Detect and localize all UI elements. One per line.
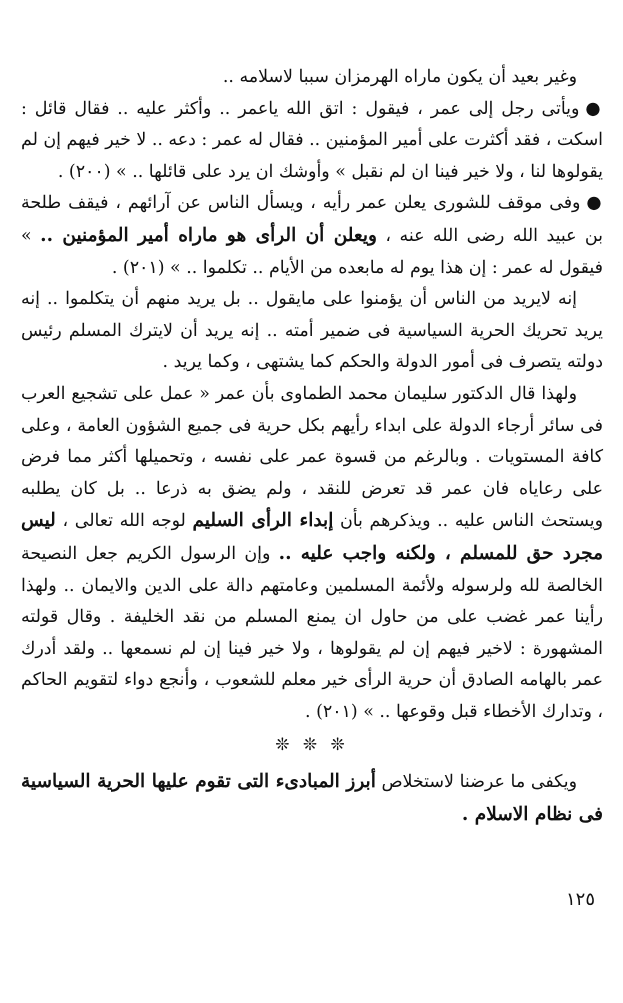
paragraph-hormuzan: وغير بعيد أن يكون ماراه الهرمزان سببا لاسلامه .. <box>222 67 577 87</box>
bullet-icon: ● <box>585 98 603 119</box>
paragraph-shura: ●وفى موقف للشورى يعلن عمر رأيه ، ويسأل الناس عن آرائهم ، فيقف طلحة بن عبيد الله رضى الله عنه ، ويعلن أن الرأى هو ماراه أمير المؤمنين .. » فيقول له عمر : إن هذا يوم له مابعده من الأيام .. تكلموا .. » (٢٠١) . <box>21 193 604 278</box>
paragraph-freedom: إنه لايريد من الناس أن يؤمنوا على مايقول .. بل يريد منهم أن يتكلموا .. إنه يريد تحريك الحرية السياسية فى ضمير أمته .. إنه يريد أن لايترك المسلم رئيس دولته يتصرف فى أمور الدولة والحكم كما يشتهى ، وكما يريد . <box>21 289 603 373</box>
bold-phrase: ويعلن أن الرأى هو ماراه أمير المؤمنين .. <box>40 224 377 246</box>
paragraph-conclusion: ويكفى ما عرضنا لاستخلاص أبرز المبادىء التى تقوم عليها الحرية السياسية فى نظام الاسلام . <box>21 771 603 825</box>
bullet-icon: ● <box>586 193 603 214</box>
bold-phrase: ليس مجرد حق للمسلم ، ولكنه واجب عليه .. <box>21 510 603 564</box>
paragraph-tamawi: ولهذا قال الدكتور سليمان محمد الطماوى بأن عمر « عمل على تشجيع العرب فى سائر أرجاء الدولة على ابداء رأيهم بكل حرية فى جميع الشؤون العامة ، وعلى كافة المستويات . وبالرغم من قسوة عمر على نفسه ، وتحميلها أكثر مما فرض على رعاياه فان عمر قد تعرض للنقد ، ولم يضق به ذرعا .. بل كان يطلبه ويستحث الناس عليه .. ويذكرهم بأن إبداء الرأى السليم لوجه الله تعالى ، ليس مجرد حق للمسلم ، ولكنه واجب عليه .. وإن الرسول الكريم جعل النصيحة الخالصة لله ولرسوله ولأئمة المسلمين وعامتهم دالة على الدين والايمان .. ولهذا رأينا عمر غضب على من حاول ان يمنع المسلم من نقد الخليفة . وقال قولته المشهورة : لاخير فيهم إن لم يقولوها ، ولا خير فينا إن لم نسمعها .. ولقد أدرك عمر بالهامه الصادق أن حرية الرأى خير معلم للشعوب ، وأنجع دواء لتقويم الحاكم ، وتدارك الأخطاء قبل وقوعها .. » (٢٠١) . <box>21 383 604 722</box>
section-divider-stars: ❊ ❊ ❊ <box>275 735 349 756</box>
page-number: ١٢٥ <box>565 889 595 910</box>
bold-phrase: إبداء الرأى السليم <box>192 510 334 532</box>
paragraph-man-to-omar: ●ويأتى رجل إلى عمر ، فيقول : اتق الله ياعمر .. وأكثر عليه .. فقال قائل : اسكت ، فقد أكثرت على أمير المؤمنين .. فقال له عمر : دعه .. لا خير فيهم إن لم يقولوها لنا ، ولا خير فينا ان لم نقبل » وأوشك ان يرد على قائلها .. » (٢٠٠) . <box>21 98 603 182</box>
bold-phrase: أبرز المبادىء التى تقوم عليها الحرية السياسية فى نظام الاسلام . <box>21 771 603 825</box>
body-text <box>21 62 603 831</box>
